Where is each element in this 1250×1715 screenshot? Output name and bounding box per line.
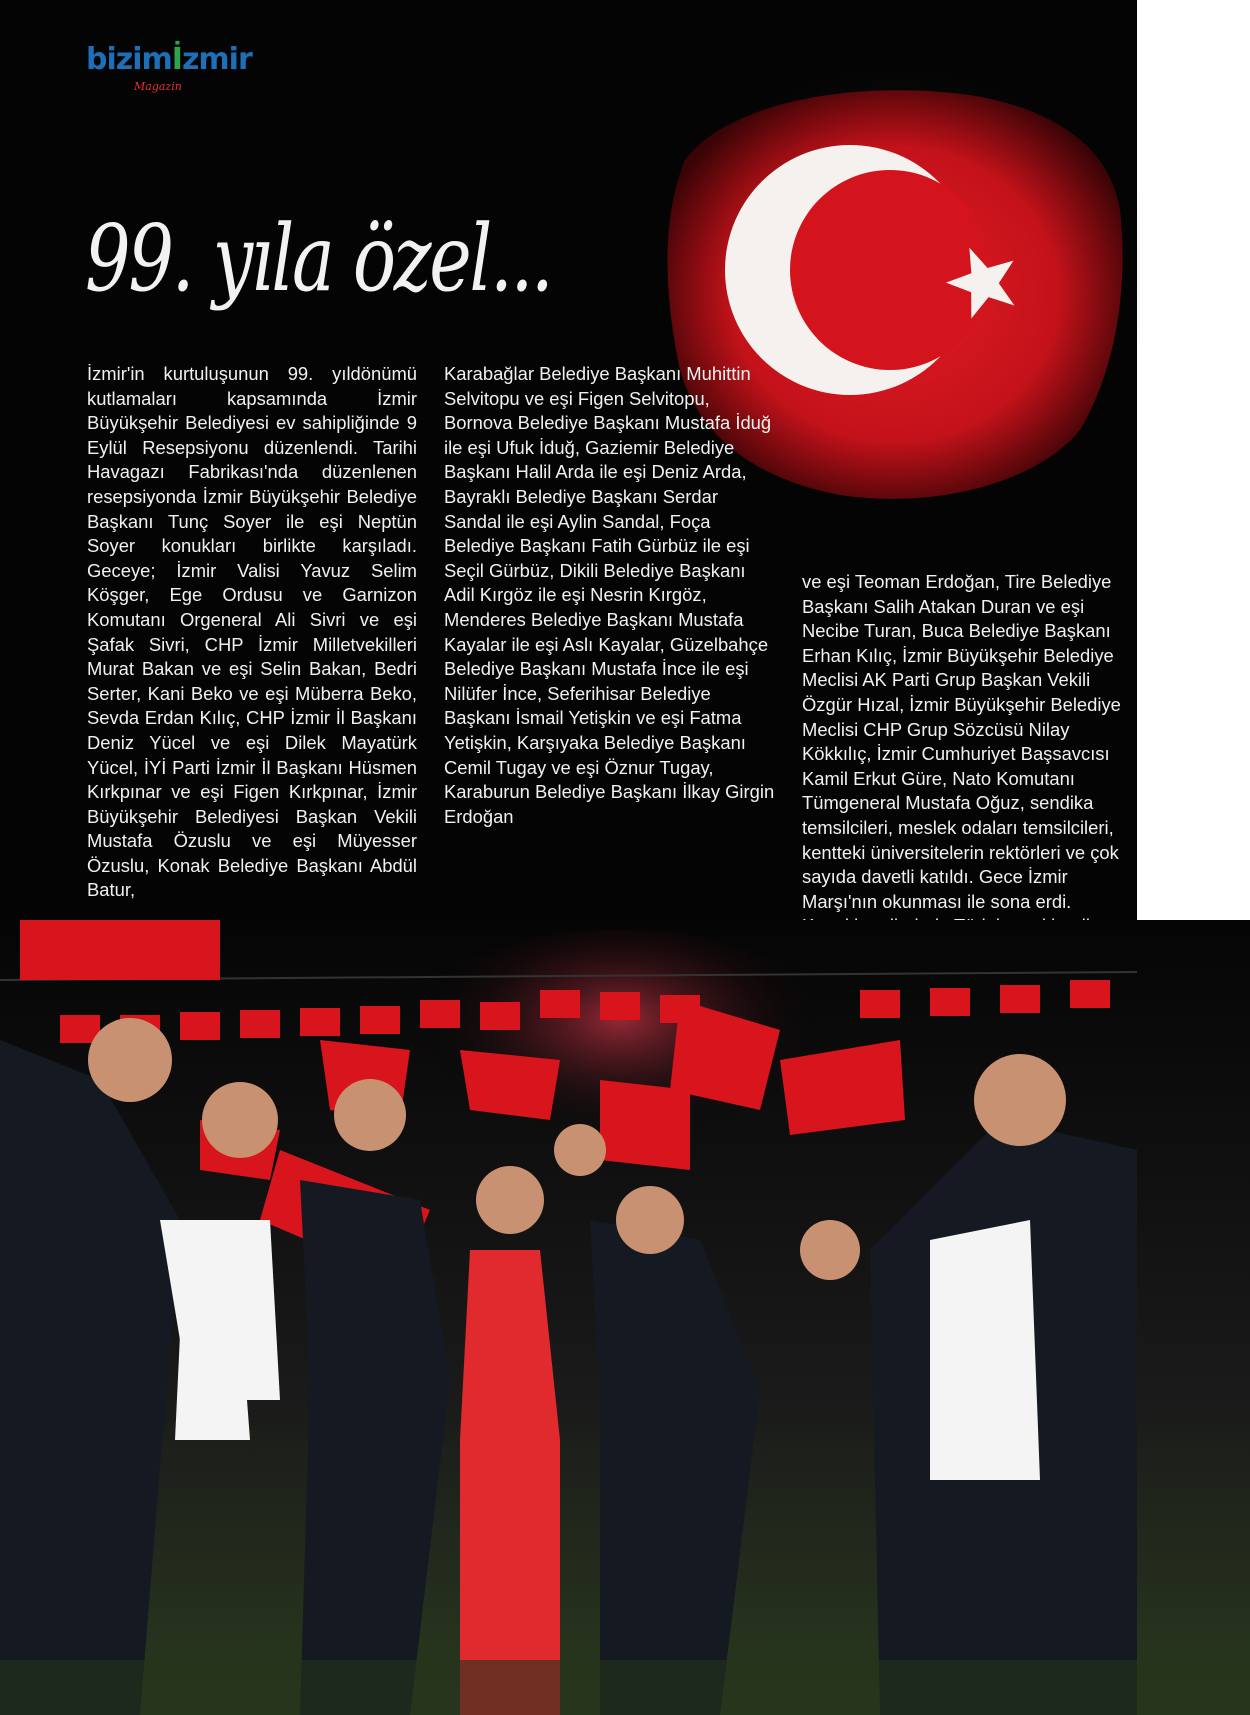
article-headline: 99. yıla özel... [85,205,552,312]
article-column-2 [444,362,779,829]
brand-name [86,42,252,77]
column-2-text: Karabağlar Belediye Başkanı Muhittin Selvitopu ve eşi Figen Selvitopu, Bornova Belediye Başkanı Mustafa İduğ ile eşi Ufuk İduğ, Gaziemir Belediye Başkanı Halil Arda ile eşi Deniz Arda, Bayraklı Belediye Başkanı Serdar Sandal ile eşi Aylin Sandal, Foça Belediye Başkanı Fatih Gürbüz ile eşi Seçil Gürbüz, Dikili Belediye Başkanı Adil Kırgöz ile eşi Nesrin Kırgöz, Menderes Belediye Başkanı Mustafa Kayalar ile eşi Aslı Kayalar, Güzelbahçe Belediye Başkanı Mustafa İnce ile eşi Nilüfer İnce, Seferihisar Belediye Başkanı İsmail Yetişkin ve eşi Fatma Yetişkin, Karşıyaka Belediye Başkanı Cemil Tugay ve eşi Öznur Tugay, Karaburun Belediye Başkanı İlkay Girgin Erdoğan [444,363,775,827]
column-3-text: ve eşi Teoman Erdoğan, Tire Belediye Başkanı Salih Atakan Duran ve eşi Necibe Turan, Buca Belediye Başkanı Erhan Kılıç, İzmir Büyükşehir Belediye Meclisi AK Parti Grup Başkan Vekili Özgür Hızal, İzmir Büyükşehir Belediye Meclisi CHP Grup Sözcüsü Nilay Kökkılıç, İzmir Cumhuriyet Başsavcısı Kamil Erkut Güre, Nato Komutanı Tümgeneral Mustafa Oğuz, sendika temsilcileri, meslek odaları temsilcileri, kentteki üniversitelerin rektörleri ve çok sayıda davetli katıldı. Gece İzmir Marşı'nın okunması ile sona erdi. [802,571,1121,912]
celebration-photo [0,920,1250,1715]
brand-name-suffix: zmir [181,42,252,77]
column-1-text: İzmir'in kurtuluşunun 99. yıldönümü kutlamaları kapsamında İzmir Büyükşehir Belediyesi ev sahipliğinde 9 Eylül Resepsiyonu düzenlendi. Tarihi Havagazı Fabrikası'nda düzenlenen resepsiyonda İzmir Büyükşehir Belediye Başkanı Tunç Soyer ile eşi Neptün Soyer konukları birlikte karşıladı. Geceye; İzmir Valisi Yavuz Selim Köşger, Ege Ordusu ve Garnizon Komutanı Orgeneral Ali Sivri ve eşi Şafak Sivri, CHP İzmir Milletvekilleri Murat Bakan ve eşi Selin Bakan, Bedri Serter, Kani Beko ve eşi Müberra Beko, Sevda Erdan Kılıç, CHP İzmir İl Başkanı Deniz Yücel ve eşi Dilek Mayatürk Yücel, İYİ Parti İzmir İl Başkanı Hüsmen Kırkpınar ve eşi Figen Kırkpınar, İzmir Büyükşehir Belediyesi Başkan Vekili Mustafa Özuslu ve eşi Müyesser Özuslu, Konak Belediye Başkanı Abdül Batur, [87,363,417,901]
brand-logo [86,42,252,93]
brand-name-prefix: bizim [86,42,172,77]
article-column-3 [802,570,1137,964]
brand-tagline: Magazin [134,80,182,93]
article-column-1 [87,362,417,903]
palm-icon: İ [171,42,182,77]
